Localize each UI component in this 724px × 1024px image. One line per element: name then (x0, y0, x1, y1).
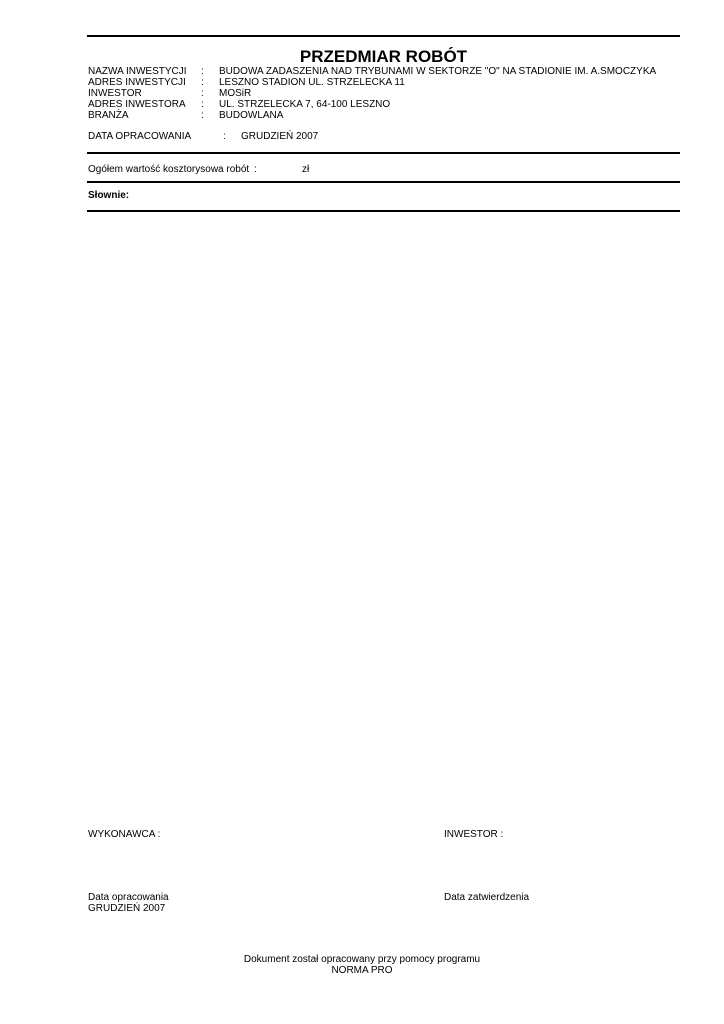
info-label: ADRES INWESTORA (88, 99, 186, 110)
info-value: MOSiR (219, 88, 252, 99)
info-label: ADRES INWESTYCJI (88, 77, 186, 88)
prepared-date-label: Data opracowania (88, 892, 169, 903)
info-colon: : (201, 99, 204, 110)
words-label: Słownie: (88, 190, 130, 201)
info-value: BUDOWLANA (219, 110, 284, 121)
rule-after-total (87, 181, 680, 183)
info-value: BUDOWA ZADASZENIA NAD TRYBUNAMI W SEKTORZE "O" NA STADIONIE IM. A.SMOCZYKA (219, 66, 657, 77)
rule-after-date (87, 152, 680, 154)
info-label: BRANŻA (88, 110, 129, 121)
page-title: PRZEDMIAR ROBÓT (299, 47, 468, 66)
info-colon: : (201, 110, 204, 121)
rule-after-words (87, 210, 680, 212)
program-note-line1: Dokument został opracowany przy pomocy programu (243, 954, 481, 965)
investor-signature-label: INWESTOR : (444, 829, 504, 840)
info-label: INWESTOR (88, 88, 142, 99)
info-value: UL. STRZELECKA 7, 64-100 LESZNO (219, 99, 391, 110)
info-value: LESZNO STADION UL. STRZELECKA 11 (219, 77, 405, 88)
info-colon: : (201, 77, 204, 88)
top-rule (87, 35, 680, 37)
info-label: NAZWA INWESTYCJI (88, 66, 187, 77)
program-note-line2: NORMA PRO (331, 965, 393, 976)
approval-date-label: Data zatwierdzenia (444, 892, 530, 903)
total-label: Ogółem wartość kosztorysowa robót (88, 164, 250, 175)
info-colon: : (201, 88, 204, 99)
prepared-date-value: GRUDZIEŃ 2007 (88, 903, 166, 914)
date-colon: : (223, 131, 226, 142)
info-colon: : (201, 66, 204, 77)
date-value: GRUDZIEŃ 2007 (241, 131, 319, 142)
total-colon: : (254, 164, 257, 175)
date-label: DATA OPRACOWANIA (88, 131, 192, 142)
total-currency: zł (302, 164, 310, 175)
contractor-label: WYKONAWCA : (88, 829, 161, 840)
